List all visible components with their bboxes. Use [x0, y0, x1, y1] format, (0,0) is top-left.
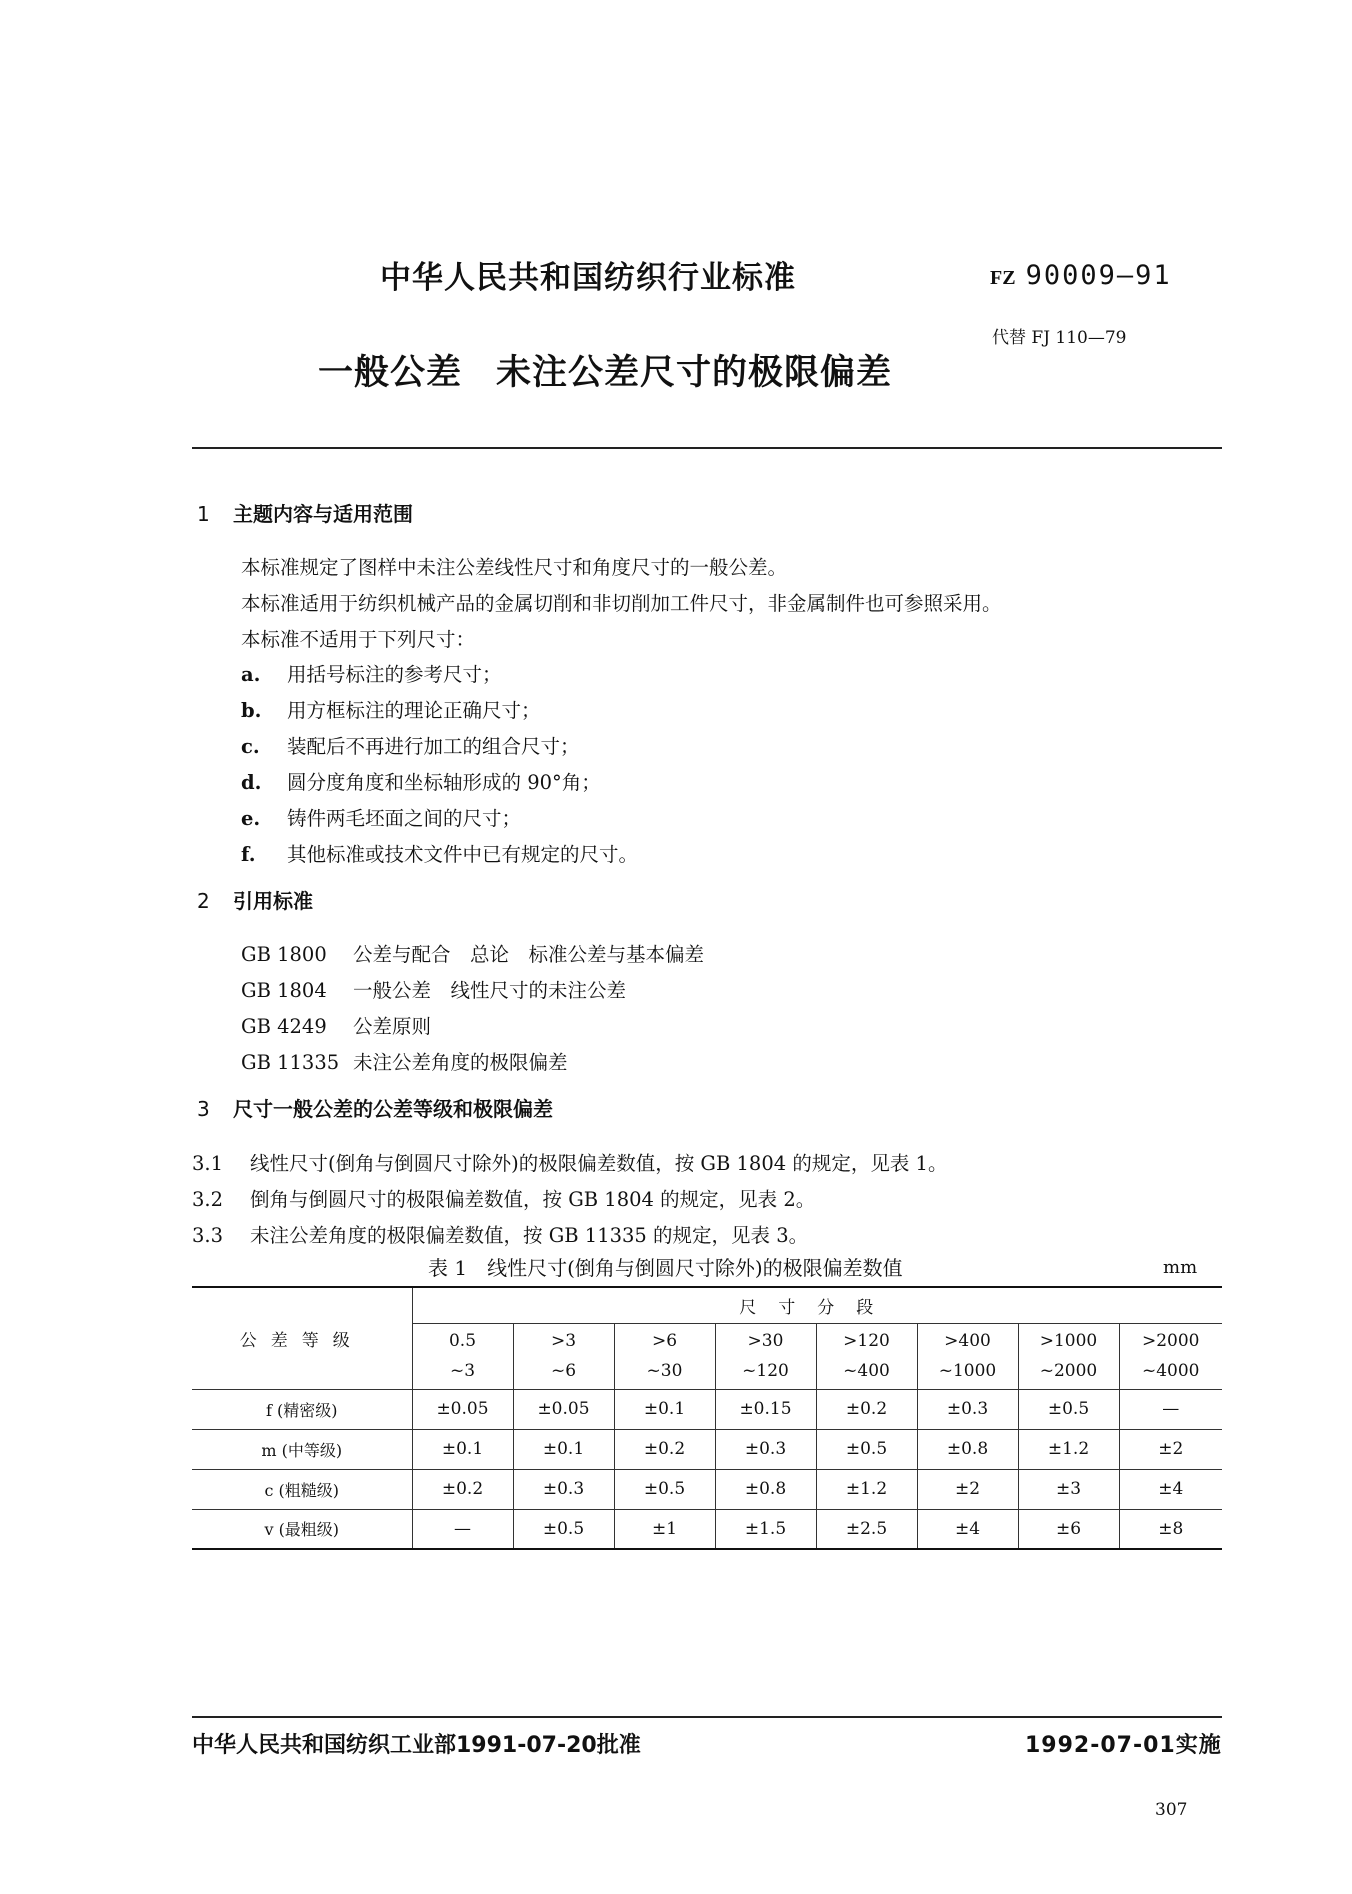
reference-title: 公差与配合 总论 标准公差与基本偏差 [353, 943, 705, 966]
value-cell: ±0.2 [816, 1389, 917, 1429]
footer-divider [192, 1716, 1222, 1718]
section-1-heading [197, 498, 413, 527]
value-cell: ±0.2 [614, 1429, 715, 1469]
list-item-label: c. [241, 735, 260, 758]
page-number: 307 [1155, 1800, 1188, 1820]
list-item-label: d. [241, 771, 262, 794]
size-range-cell: >1000 ~2000 [1018, 1323, 1119, 1389]
subsection-text: 未注公差角度的极限偏差数值，按 GB 11335 的规定，见表 3。 [250, 1224, 809, 1247]
header-divider [192, 447, 1222, 449]
section-number: 1 [197, 502, 210, 526]
effective-date: 1992-07-01实施 [1025, 1733, 1222, 1758]
value-cell: ±2.5 [816, 1509, 917, 1549]
replaces-note: 代替 FJ 110—79 [992, 328, 1127, 348]
list-item-text: 装配后不再进行加工的组合尺寸； [287, 735, 580, 758]
subsection-text: 倒角与倒圆尺寸的极限偏差数值，按 GB 1804 的规定，见表 2。 [250, 1188, 816, 1211]
issuing-authority-title: 中华人民共和国纺织行业标准 [380, 260, 796, 296]
section-2-heading [197, 885, 313, 914]
list-item [241, 731, 580, 759]
document-title [318, 345, 892, 395]
list-item-label: e. [241, 807, 261, 830]
table-caption: 表 1 线性尺寸(倒角与倒圆尺寸除外)的极限偏差数值 [428, 1256, 903, 1280]
value-cell: ±0.5 [614, 1469, 715, 1509]
value-cell: — [1119, 1389, 1222, 1429]
reference-item [241, 975, 626, 1003]
value-cell: ±2 [1119, 1429, 1222, 1469]
size-range-cell: >120 ~400 [816, 1323, 917, 1389]
list-item [241, 659, 502, 687]
value-cell: ±1.2 [816, 1469, 917, 1509]
paragraph: 本标准适用于纺织机械产品的金属切削和非切削加工件尺寸，非金属制件也可参照采用。 [241, 592, 1002, 615]
section-title: 主题内容与适用范围 [233, 502, 413, 526]
document-title-part2: 未注公差尺寸的极限偏差 [496, 353, 893, 393]
subsection-number: 3.2 [192, 1188, 224, 1211]
list-item-label: a. [241, 663, 261, 686]
value-cell: ±0.3 [917, 1389, 1018, 1429]
list-item-text: 铸件两毛坯面之间的尺寸； [287, 807, 522, 830]
subsection-item [192, 1184, 815, 1212]
value-cell: ±0.05 [513, 1389, 614, 1429]
value-cell: ±4 [1119, 1469, 1222, 1509]
reference-title: 一般公差 线性尺寸的未注公差 [353, 979, 627, 1002]
section-title: 引用标准 [233, 889, 313, 913]
size-range-cell: >6 ~30 [614, 1323, 715, 1389]
table-header-row [192, 1287, 1222, 1323]
list-item [241, 695, 541, 723]
grade-cell: v (最粗级) [192, 1509, 412, 1549]
subsection-text: 线性尺寸(倒角与倒圆尺寸除外)的极限偏差数值，按 GB 1804 的规定，见表 1。 [250, 1152, 948, 1175]
list-item-text: 圆分度角度和坐标轴形成的 90°角； [287, 771, 601, 794]
list-item [241, 839, 638, 867]
value-cell: ±0.1 [614, 1389, 715, 1429]
paragraph: 本标准不适用于下列尺寸： [241, 628, 476, 651]
size-range-cell: 0.5 ~3 [412, 1323, 513, 1389]
grade-column-header: 公差等级 [192, 1287, 412, 1389]
size-range-cell: >3 ~6 [513, 1323, 614, 1389]
reference-code: GB 1800 [241, 943, 327, 966]
approval-statement: 中华人民共和国纺织工业部1991-07-20批准 [192, 1733, 641, 1758]
value-cell: ±0.5 [513, 1509, 614, 1549]
value-cell: ±4 [917, 1509, 1018, 1549]
grade-cell: f (精密级) [192, 1389, 412, 1429]
value-cell: ±0.1 [412, 1429, 513, 1469]
reference-title: 未注公差角度的极限偏差 [353, 1051, 568, 1074]
value-cell: ±0.3 [715, 1429, 816, 1469]
reference-item [241, 1047, 568, 1075]
grade-cell: c (粗糙级) [192, 1469, 412, 1509]
value-cell: ±0.1 [513, 1429, 614, 1469]
subsection-item [192, 1220, 808, 1248]
paragraph: 本标准规定了图样中未注公差线性尺寸和角度尺寸的一般公差。 [241, 556, 788, 579]
value-cell: ±6 [1018, 1509, 1119, 1549]
list-item-text: 用括号标注的参考尺寸； [287, 663, 502, 686]
size-range-cell: >2000 ~4000 [1119, 1323, 1222, 1389]
value-cell: ±0.5 [1018, 1389, 1119, 1429]
value-cell: — [412, 1509, 513, 1549]
list-item-text: 其他标准或技术文件中已有规定的尺寸。 [287, 843, 639, 866]
table-unit: mm [1163, 1257, 1198, 1278]
table-row [192, 1429, 1222, 1469]
table-row [192, 1389, 1222, 1429]
value-cell: ±0.2 [412, 1469, 513, 1509]
list-item-label: b. [241, 699, 262, 722]
reference-item [241, 939, 704, 967]
value-cell: ±1 [614, 1509, 715, 1549]
section-number: 2 [197, 889, 210, 913]
table-row [192, 1469, 1222, 1509]
value-cell: ±0.3 [513, 1469, 614, 1509]
value-cell: ±1.5 [715, 1509, 816, 1549]
list-item-label: f. [241, 843, 256, 866]
value-cell: ±0.5 [816, 1429, 917, 1469]
standard-code [990, 260, 1172, 291]
document-title-part1: 一般公差 [318, 353, 463, 393]
size-range-cell: >30 ~120 [715, 1323, 816, 1389]
value-cell: ±0.05 [412, 1389, 513, 1429]
value-cell: ±0.8 [715, 1469, 816, 1509]
section-3-heading [197, 1093, 553, 1122]
reference-code: GB 1804 [241, 979, 327, 1002]
size-range-header: 尺寸分段 [412, 1287, 1222, 1323]
table-row [192, 1509, 1222, 1549]
section-title: 尺寸一般公差的公差等级和极限偏差 [233, 1097, 553, 1121]
list-item [241, 767, 601, 795]
value-cell: ±2 [917, 1469, 1018, 1509]
list-item [241, 803, 521, 831]
value-cell: ±0.15 [715, 1389, 816, 1429]
value-cell: ±3 [1018, 1469, 1119, 1509]
value-cell: ±0.8 [917, 1429, 1018, 1469]
reference-title: 公差原则 [353, 1015, 432, 1038]
subsection-number: 3.3 [192, 1224, 224, 1247]
value-cell: ±1.2 [1018, 1429, 1119, 1469]
standard-code-number: 90009—91 [1025, 260, 1172, 291]
list-item-text: 用方框标注的理论正确尺寸； [287, 699, 541, 722]
subsection-number: 3.1 [192, 1152, 224, 1175]
section-number: 3 [197, 1097, 210, 1121]
reference-item [241, 1011, 431, 1039]
subsection-item [192, 1148, 947, 1176]
reference-code: GB 11335 [241, 1051, 340, 1074]
tolerance-table [192, 1286, 1222, 1550]
size-range-cell: >400 ~1000 [917, 1323, 1018, 1389]
reference-code: GB 4249 [241, 1015, 327, 1038]
standard-code-prefix: FZ [990, 267, 1016, 289]
grade-cell: m (中等级) [192, 1429, 412, 1469]
value-cell: ±8 [1119, 1509, 1222, 1549]
